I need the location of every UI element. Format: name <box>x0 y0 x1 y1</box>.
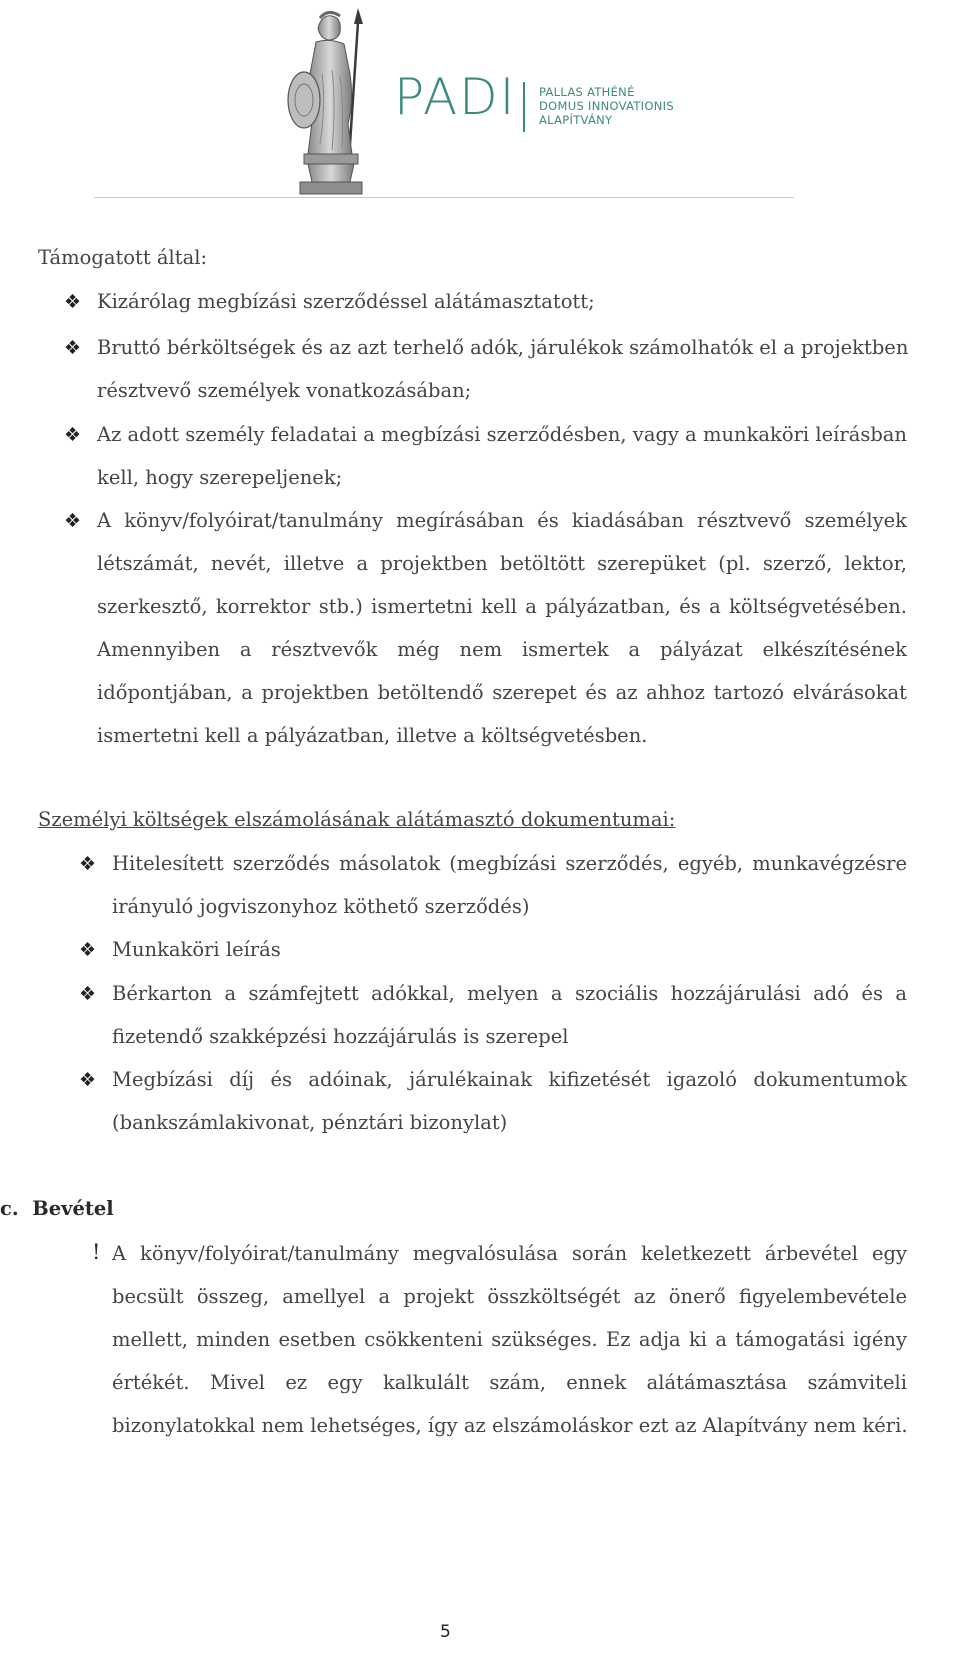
list-item-continuation: kell, hogy szerepeljenek; <box>97 466 343 489</box>
logo-subtitle-line: PALLAS ATHÉNÉ <box>539 85 635 99</box>
list-item-continuation: résztvevő személyek vonatkozásában; <box>97 379 472 402</box>
list-item: Bérkarton a számfejtett adókkal, melyen a szociális hozzájárulási adó és a <box>112 982 907 1005</box>
list-item: Hitelesített szerződés másolatok (megbízási szerződés, egyéb, munkavégzésre <box>112 852 907 875</box>
supported-heading: Támogatott által: <box>38 246 208 269</box>
income-paragraph-line: értékét. Mivel ez egy kalkulált szám, ennek alátámasztása számviteli <box>112 1371 907 1394</box>
logo-subtitle <box>539 85 674 127</box>
logo-divider <box>523 82 525 132</box>
list-item: Munkaköri leírás <box>112 938 281 961</box>
header-divider <box>94 197 794 198</box>
list-item-continuation: Amennyiben a résztvevők még nem ismertek a pályázat elkészítésének <box>97 638 907 661</box>
bullet-icon: ❖ <box>64 510 82 532</box>
list-item: Bruttó bérköltségek és az azt terhelő adók, járulékok számolhatók el a projektben <box>97 336 909 359</box>
bullet-icon: ❖ <box>64 424 82 446</box>
bullet-icon: ❖ <box>79 1069 97 1091</box>
income-paragraph-line: A könyv/folyóirat/tanulmány megvalósulása során keletkezett árbevétel egy <box>112 1242 907 1265</box>
list-item-continuation: ismertetni kell a pályázatban, illetve a költségvetésben. <box>97 724 648 747</box>
list-item-continuation: irányuló jogviszonyhoz köthető szerződés) <box>112 895 530 918</box>
list-item: Az adott személy feladatai a megbízási szerződésben, vagy a munkaköri leírásban <box>97 423 907 446</box>
bullet-icon: ❖ <box>64 291 82 313</box>
list-item-continuation: fizetendő szakképzési hozzájárulás is szerepel <box>112 1025 569 1048</box>
income-heading: c. Bevétel <box>0 1197 114 1220</box>
list-item: Kizárólag megbízási szerződéssel alátámasztatott; <box>97 290 595 313</box>
exclamation-marker: ! <box>92 1240 101 1264</box>
logo-subtitle-line: ALAPÍTVÁNY <box>539 113 613 127</box>
list-item-continuation: létszámát, nevét, illetve a projektben betöltött szerepüket (pl. szerző, lektor, <box>97 552 907 575</box>
income-paragraph-line: mellett, minden esetben csökkenteni szükséges. Ez adja ki a támogatási igény <box>112 1328 907 1351</box>
logo-subtitle-line: DOMUS INNOVATIONIS <box>539 99 674 113</box>
bullet-icon: ❖ <box>79 983 97 1005</box>
bullet-icon: ❖ <box>79 853 97 875</box>
bullet-icon: ❖ <box>64 337 82 359</box>
documents-heading: Személyi költségek elszámolásának alátámasztó dokumentumai: <box>38 808 676 831</box>
list-item-continuation: szerkesztő, korrektor stb.) ismertetni kell a pályázatban, és a költségvetésében. <box>97 595 907 618</box>
list-item-continuation: (bankszámlakivonat, pénztári bizonylat) <box>112 1111 508 1134</box>
bullet-icon: ❖ <box>79 939 97 961</box>
athena-statue-icon <box>270 4 390 200</box>
list-item: Megbízási díj és adóinak, járulékainak kifizetését igazoló dokumentumok <box>112 1068 907 1091</box>
page-number: 5 <box>440 1622 451 1642</box>
income-paragraph-line: becsült összeg, amellyel a projekt összköltségét az önerő figyelembevétele <box>112 1285 907 1308</box>
list-item-continuation: időpontjában, a projektben betöltendő szerepet és az ahhoz tartozó elvárásokat <box>97 681 907 704</box>
logo-wordmark: PADI <box>394 68 517 126</box>
page-header <box>0 0 960 205</box>
income-paragraph-line: bizonylatokkal nem lehetséges, így az elszámoláskor ezt az Alapítvány nem kéri. <box>112 1414 908 1437</box>
list-item: A könyv/folyóirat/tanulmány megírásában és kiadásában résztvevő személyek <box>97 509 907 532</box>
